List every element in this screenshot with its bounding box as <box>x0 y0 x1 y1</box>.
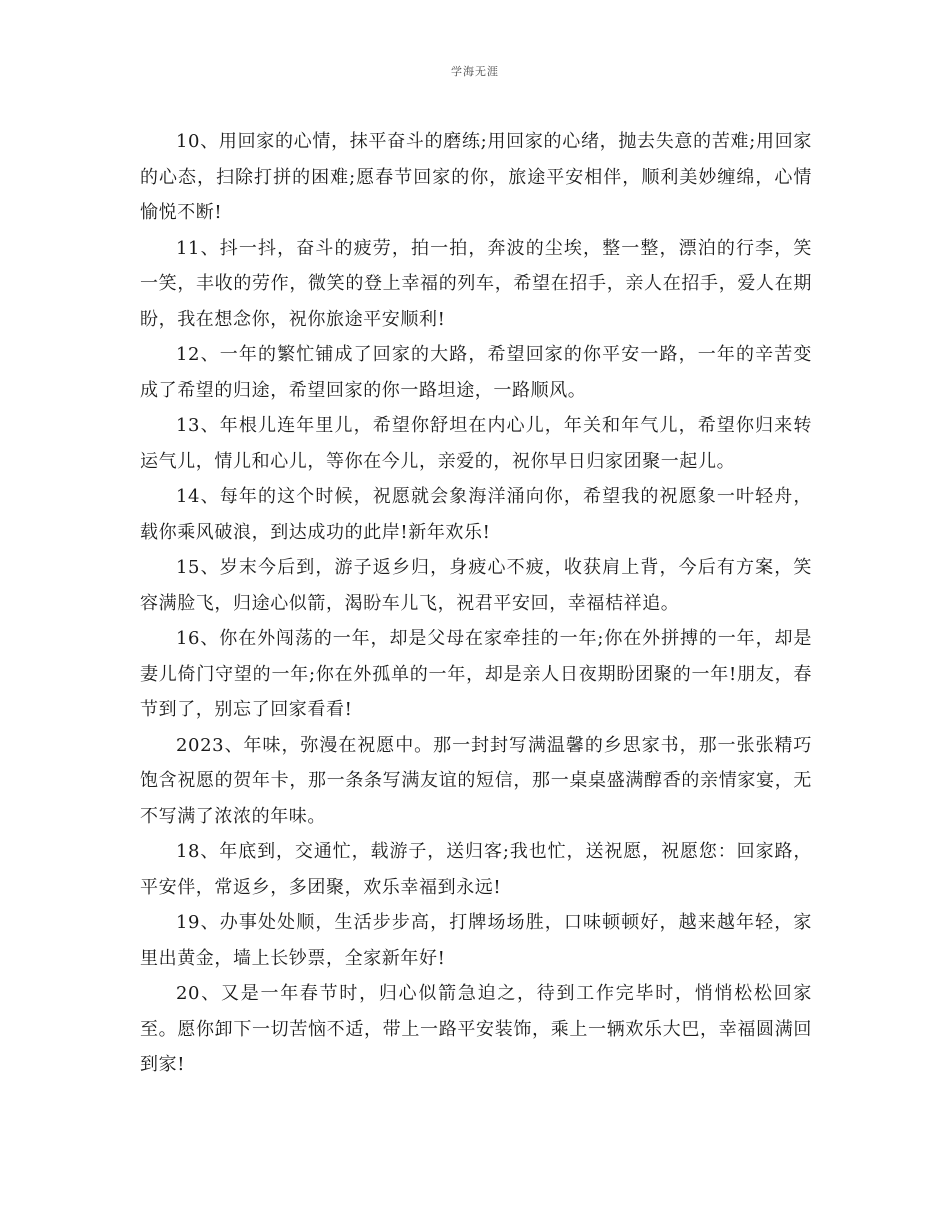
paragraph: 14、每年的这个时候，祝愿就会象海洋涌向你，希望我的祝愿象一叶轻舟，载你乘风破浪，到达成功的此岸!新年欢乐! <box>140 486 812 543</box>
paragraph: 12、一年的繁忙铺成了回家的大路，希望回家的你平安一路，一年的辛苦变成了希望的归途，希望回家的你一路坦途，一路顺风。 <box>140 344 812 401</box>
paragraph: 2023、年味，弥漫在祝愿中。那一封封写满温馨的乡思家书，那一张张精巧饱含祝愿的贺年卡，那一条条写满友谊的短信，那一桌桌盛满醇香的亲情家宴，无不写满了浓浓的年味。 <box>140 734 812 827</box>
paragraph: 11、抖一抖，奋斗的疲劳，拍一拍，奔波的尘埃，整一整，漂泊的行李，笑一笑，丰收的劳作，微笑的登上幸福的列车，希望在招手，亲人在招手，爱人在期盼，我在想念你，祝你旅途平安顺利! <box>140 237 812 330</box>
paragraph: 19、办事处处顺，生活步步高，打牌场场胜，口味顿顿好，越来越年轻，家里出黄金，墙上长钞票，全家新年好! <box>140 912 812 969</box>
document-body <box>140 124 812 1083</box>
paragraph: 15、岁末今后到，游子返乡归，身疲心不疲，收获肩上背，今后有方案，笑容满脸飞，归途心似箭，渴盼车儿飞，祝君平安回，幸福桔祥追。 <box>140 557 812 614</box>
paragraph: 16、你在外闯荡的一年，却是父母在家牵挂的一年;你在外拼搏的一年，却是妻儿倚门守望的一年;你在外孤单的一年，却是亲人日夜期盼团聚的一年!朋友，春节到了，别忘了回家看看! <box>140 628 812 720</box>
paragraph: 10、用回家的心情，抹平奋斗的磨练;用回家的心绪，抛去失意的苦难;用回家的心态，扫除打拼的困难;愿春节回家的你，旅途平安相伴，顺利美妙缠绵，心情愉悦不断! <box>140 131 812 223</box>
paragraph: 13、年根儿连年里儿，希望你舒坦在内心儿，年关和年气儿，希望你归来转运气儿，情儿和心儿，等你在今儿，亲爱的，祝你早日归家团聚一起儿。 <box>140 415 812 472</box>
paragraph: 18、年底到，交通忙，载游子，送归客;我也忙，送祝愿，祝愿您：回家路，平安伴，常返乡，多团聚，欢乐幸福到永远! <box>140 841 812 898</box>
paragraph: 20、又是一年春节时，归心似箭急迫之，待到工作完毕时，悄悄松松回家至。愿你卸下一切苦恼不适，带上一路平安装饰，乘上一辆欢乐大巴，幸福圆满回到家! <box>140 983 812 1075</box>
page-header: 学海无涯 <box>451 65 499 78</box>
